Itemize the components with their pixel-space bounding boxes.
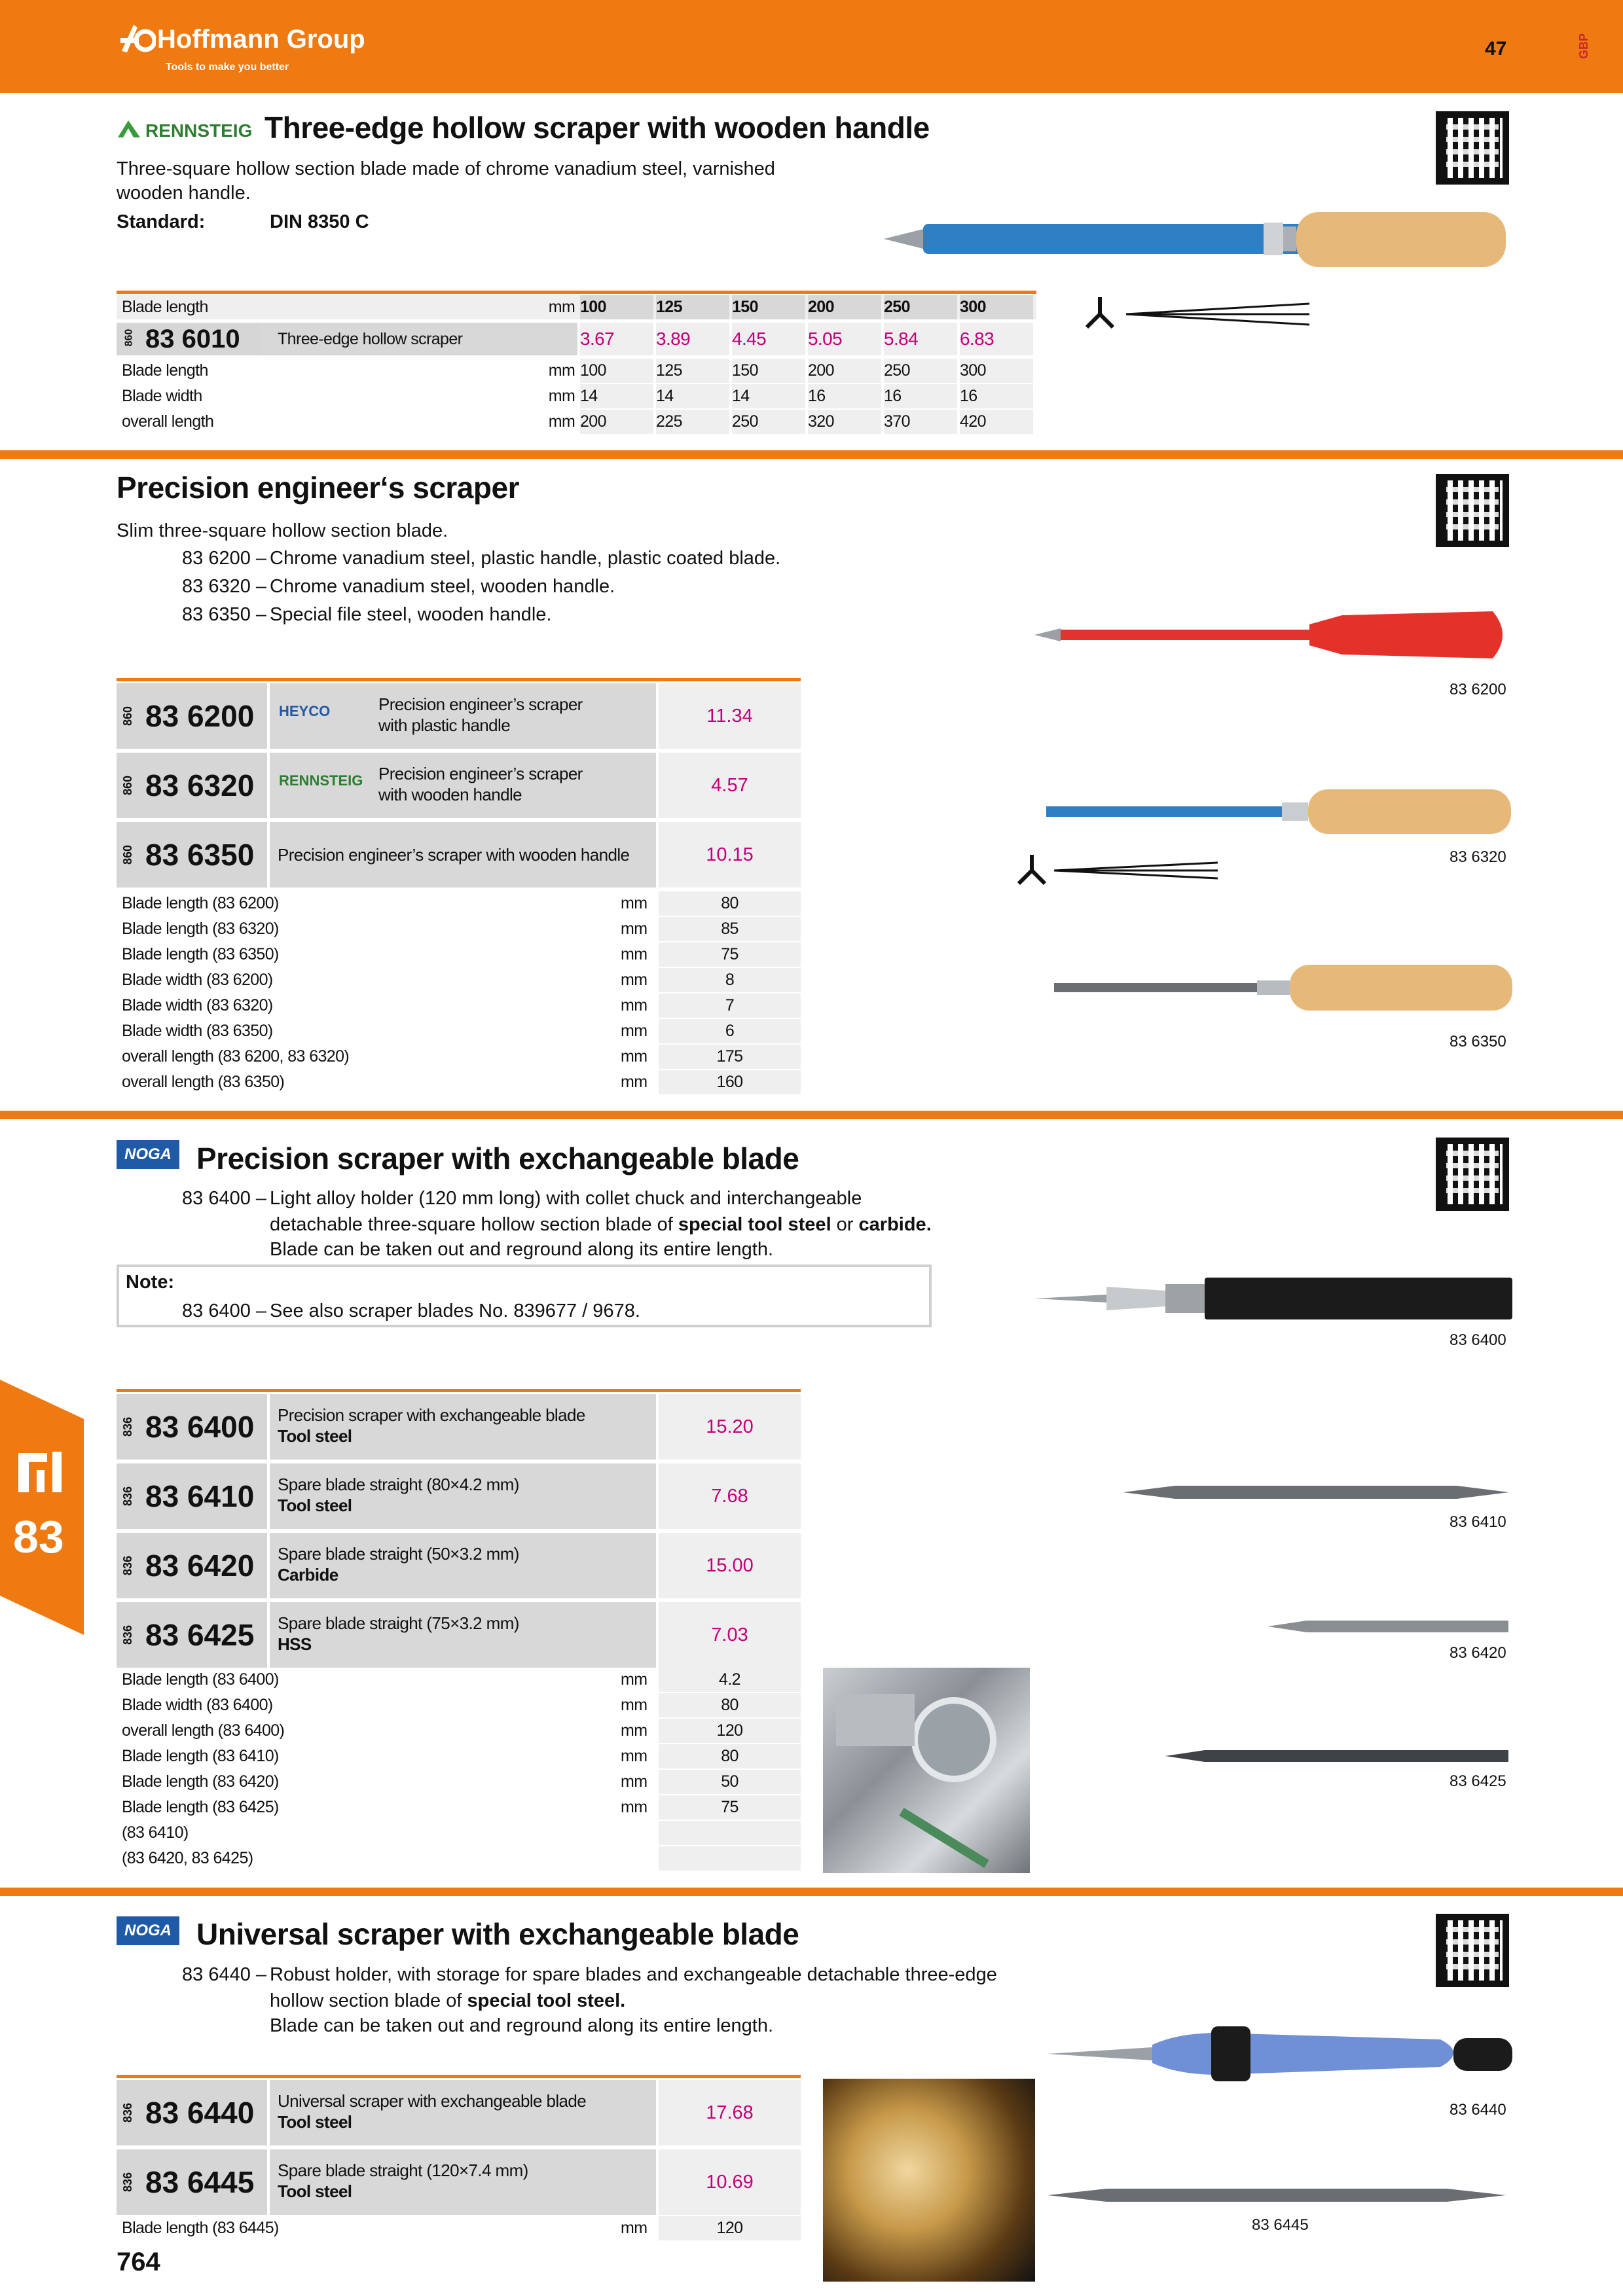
table-top-bar (117, 2075, 801, 2078)
row-label: Blade length (122, 298, 208, 316)
article-number[interactable]: 836 83 6445 (117, 2149, 267, 2215)
spec-value: 200 (808, 359, 881, 383)
spec-value: 120 (659, 2216, 801, 2240)
article-number[interactable]: 836 83 6400 (117, 1394, 267, 1460)
noga-logo-icon: NOGA (117, 1916, 179, 1945)
price: 17.68 (659, 2080, 801, 2145)
chapter-number: 83 (13, 1511, 64, 1562)
intro-text: Slim three-square hollow section blade. (117, 520, 448, 541)
application-photo (823, 2079, 1035, 2282)
article-number[interactable]: 860 83 6350 (117, 822, 267, 888)
article-number[interactable]: 836 83 6410 (117, 1463, 267, 1529)
article-description: Universal scraper with exchangeable blade Tool steel (270, 2080, 656, 2145)
item-number: 83 6440 – (182, 1964, 267, 1985)
article-number[interactable]: 836 83 6440 (117, 2080, 267, 2145)
article-number[interactable]: 860 83 6200 (117, 683, 267, 749)
price: 15.20 (659, 1394, 801, 1460)
size-header: 250 (884, 295, 957, 319)
price: 5.84 (884, 323, 957, 355)
size-header: 100 (580, 295, 653, 319)
spec-value: 6 (659, 1019, 801, 1043)
price: 10.69 (659, 2149, 801, 2215)
picture-label: 83 6410 (1450, 1513, 1506, 1531)
spec-value: 16 (960, 384, 1033, 408)
spec-row: overall length mm (122, 412, 575, 431)
hoffmann-logo-icon (117, 21, 156, 55)
picture-label: 83 6425 (1450, 1772, 1506, 1790)
section-title: Precision engineer‘s scraper (117, 471, 519, 505)
spec-value: 75 (659, 1795, 801, 1820)
article-number[interactable]: 836 83 6425 (117, 1602, 267, 1668)
brand-tagline: Tools to make you better (166, 62, 289, 73)
spec-row: Blade length (83 6425) mm (122, 1798, 647, 1816)
spec-value: 225 (656, 410, 729, 434)
item-number: 83 6320 – (182, 576, 267, 597)
cross-section-icon (1008, 848, 1224, 894)
section-title: Three-edge hollow scraper with wooden handle (264, 111, 930, 145)
spec-row: (83 6420, 83 6425) (122, 1849, 253, 1867)
description-line: hollow section blade of special tool steel. (270, 1990, 626, 2011)
article-description: Precision engineer’s scraper with wooden handle (270, 822, 656, 888)
price: 15.00 (659, 1533, 801, 1598)
description-line: Robust holder, with storage for spare blades and exchangeable detachable three-edge (270, 1964, 997, 1985)
spec-row: Blade width (83 6200) mm (122, 971, 647, 989)
spec-row: Blade length (83 6320) mm (122, 920, 647, 938)
item-text: Special file steel, wooden handle. (270, 604, 552, 625)
spec-value: 250 (884, 359, 957, 383)
spec-value: 125 (656, 359, 729, 383)
picture-label: 83 6440 (1450, 2101, 1506, 2119)
spec-value: 420 (960, 410, 1033, 434)
spec-row: Blade width (83 6320) mm (122, 996, 647, 1014)
size-header: 200 (808, 295, 881, 319)
qr-code-icon[interactable] (1436, 1138, 1509, 1211)
spec-row: Blade length (83 6445) mm (122, 2219, 647, 2237)
picture-label: 83 6200 (1450, 681, 1506, 698)
section-title: Precision scraper with exchangeable blade (196, 1141, 799, 1175)
spec-value: 75 (659, 942, 801, 967)
noga-logo-icon: NOGA (117, 1140, 179, 1169)
spec-row: Blade width (83 6400) mm (122, 1696, 647, 1714)
article-description: Precision scraper with exchangeable blade Tool steel (270, 1394, 656, 1460)
picture-label: 83 6320 (1450, 848, 1506, 866)
qr-code-icon[interactable] (1436, 111, 1509, 185)
heyco-logo: HEYCO (279, 703, 331, 719)
article-description: Spare blade straight (120×7.4 mm) Tool steel (270, 2149, 656, 2215)
spec-value: 175 (659, 1045, 801, 1069)
standard-label: Standard: (117, 211, 206, 232)
price: 3.67 (580, 323, 653, 355)
spare-blade-image (1048, 2182, 1506, 2208)
spec-value: 16 (808, 384, 881, 408)
spec-value: 80 (659, 891, 801, 916)
item-number: 83 6200 – (182, 548, 267, 569)
spec-value: 7 (659, 994, 801, 1018)
note-label: Note: (126, 1272, 175, 1293)
qr-code-icon[interactable] (1436, 1914, 1509, 1987)
region-code: GBP (1577, 33, 1591, 60)
spec-row: Blade length (83 6420) mm (122, 1772, 647, 1791)
application-photo (823, 1668, 1030, 1873)
universal-scraper-image (1048, 2013, 1512, 2092)
price: 4.57 (659, 753, 801, 818)
spec-value: 370 (884, 410, 957, 434)
spec-value: 80 (659, 1693, 801, 1717)
rennsteig-logo-icon (117, 119, 141, 139)
spec-row: overall length (83 6350) mm (122, 1073, 647, 1091)
picture-label: 83 6420 (1450, 1644, 1506, 1662)
article-description: Spare blade straight (80×4.2 mm) Tool steel (270, 1463, 656, 1529)
price: 7.68 (659, 1463, 801, 1529)
section-divider (0, 1888, 1623, 1896)
spec-row: Blade length (83 6200) mm (122, 894, 647, 912)
spec-value (659, 1821, 801, 1845)
article-description: RENNSTEIG Precision engineer’s scraper with wooden handle (270, 753, 656, 818)
description-line: wooden handle. (117, 183, 251, 204)
article-description: Three-edge hollow scraper (261, 323, 577, 355)
note-item-number: 83 6400 – (182, 1300, 267, 1321)
spare-blade-image (1165, 1745, 1508, 1767)
section-divider (0, 1111, 1623, 1119)
table-top-bar (117, 1389, 801, 1392)
table-top-bar (117, 291, 1036, 294)
spec-value (659, 1846, 801, 1871)
spec-value: 8 (659, 968, 801, 992)
description-line: detachable three-square hollow section blade of special tool steel or carbide. (270, 1214, 932, 1235)
article-number[interactable]: 860 83 6320 (117, 753, 267, 818)
rennsteig-logo: RENNSTEIG (279, 772, 363, 789)
spec-value: 120 (659, 1719, 801, 1743)
spec-value: 250 (732, 410, 805, 434)
page-number-top: 47 (1485, 38, 1507, 60)
size-header: 125 (656, 295, 729, 319)
spec-value: 14 (580, 384, 653, 408)
spec-row: (83 6410) (122, 1823, 189, 1842)
scraper-wooden-handle-image (1046, 785, 1512, 838)
unit-label: mm (548, 298, 575, 316)
price: 10.15 (659, 822, 801, 888)
brand-name: Hoffmann Group (157, 25, 365, 54)
note-text: See also scraper blades No. 839677 / 9678. (270, 1300, 640, 1321)
picture-label: 83 6350 (1450, 1033, 1506, 1050)
description-line: Three-square hollow section blade made of chrome vanadium steel, varnished (117, 158, 775, 179)
spec-value: 80 (659, 1744, 801, 1768)
spec-row: Blade width (83 6350) mm (122, 1022, 647, 1040)
description-line: Light alloy holder (120 mm long) with collet chuck and interchangeable (270, 1188, 862, 1209)
picture-label: 83 6445 (1252, 2216, 1309, 2234)
spec-value: 300 (960, 359, 1033, 383)
spec-row: overall length (83 6400) mm (122, 1721, 647, 1740)
article-number: 860 83 6010 (117, 323, 261, 355)
spec-value: 4.2 (659, 1668, 801, 1692)
spec-value: 50 (659, 1770, 801, 1794)
picture-label: 83 6400 (1450, 1331, 1506, 1349)
spare-blade-image (1267, 1615, 1508, 1638)
item-text: Chrome vanadium steel, wooden handle. (270, 576, 615, 597)
cross-section-icon (1074, 288, 1322, 340)
price: 6.83 (960, 323, 1033, 355)
article-number[interactable]: 836 83 6420 (117, 1533, 267, 1598)
scraper-wooden-handle-image (884, 203, 1512, 275)
item-text: Chrome vanadium steel, plastic handle, plastic coated blade. (270, 548, 781, 569)
standard-value: DIN 8350 C (270, 211, 369, 232)
description-line: Blade can be taken out and reground along its entire length. (270, 2015, 774, 2036)
price: 5.05 (808, 323, 881, 355)
price: 7.03 (659, 1602, 801, 1668)
item-number: 83 6350 – (182, 604, 267, 625)
size-header: 150 (732, 295, 805, 319)
page-number-bottom: 764 (117, 2248, 160, 2276)
precision-scraper-holder-image (1034, 1272, 1512, 1325)
spec-row: Blade length (83 6350) mm (122, 945, 647, 963)
spec-value: 150 (732, 359, 805, 383)
spec-value: 85 (659, 917, 801, 941)
spec-row: Blade length (83 6410) mm (122, 1747, 647, 1765)
spec-value: 16 (884, 384, 957, 408)
article-description: HEYCO Precision engineer’s scraper with plastic handle (270, 683, 656, 749)
scraper-file-steel-image (1054, 962, 1512, 1014)
price: 4.45 (732, 323, 805, 355)
chapter-tab (0, 1380, 84, 1635)
table-top-bar (117, 678, 801, 681)
description-line: Blade can be taken out and reground along its entire length. (270, 1239, 774, 1260)
spec-row: Blade width mm (122, 387, 575, 405)
section-title: Universal scraper with exchangeable blade (196, 1917, 799, 1951)
spec-value: 160 (659, 1070, 801, 1094)
spec-value: 14 (656, 384, 729, 408)
spare-blade-image (1123, 1479, 1509, 1505)
spec-row: overall length (83 6200, 83 6320) mm (122, 1047, 647, 1066)
section-divider (0, 450, 1623, 459)
scraper-plastic-handle-image (1034, 602, 1512, 668)
price: 3.89 (656, 323, 729, 355)
article-description: Spare blade straight (75×3.2 mm) HSS (270, 1602, 656, 1668)
spec-row: Blade length (83 6400) mm (122, 1670, 647, 1689)
brand-rennsteig: RENNSTEIG (145, 120, 253, 141)
size-header: 300 (960, 295, 1033, 319)
spec-value: 320 (808, 410, 881, 434)
spec-value: 100 (580, 359, 653, 383)
spec-value: 14 (732, 384, 805, 408)
spec-row: Blade length mm (122, 361, 575, 380)
item-number: 83 6400 – (182, 1188, 267, 1209)
article-description: Spare blade straight (50×3.2 mm) Carbide (270, 1533, 656, 1598)
price: 11.34 (659, 683, 801, 749)
qr-code-icon[interactable] (1436, 474, 1509, 547)
spec-value: 200 (580, 410, 653, 434)
